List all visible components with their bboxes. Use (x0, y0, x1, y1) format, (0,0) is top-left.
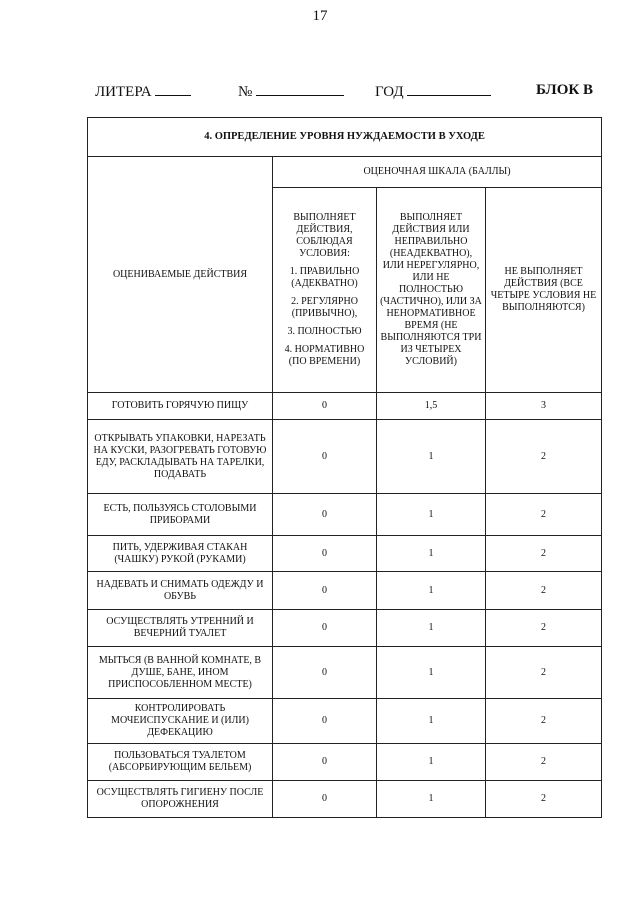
score-cell: 1 (377, 781, 486, 818)
litera-field (95, 82, 191, 101)
table-row (88, 494, 602, 536)
page-number: 17 (312, 8, 328, 24)
action-cell: ОТКРЫВАТЬ УПАКОВКИ, НАРЕЗАТЬ НА КУСКИ, РАЗОГРЕВАТЬ ГОТОВУЮ ЕДУ, РАСКЛАДЫВАТЬ НА ТАРЕЛКИ, ПОДАВАТЬ (88, 420, 273, 494)
score-cell: 1 (377, 610, 486, 647)
score-cell: 0 (273, 536, 377, 572)
col1-condition-2: 2. РЕГУЛЯРНО (ПРИВЫЧНО), (291, 296, 358, 319)
number-label: № (238, 84, 253, 100)
score-cell: 2 (486, 744, 602, 781)
block-label: БЛОК В (536, 82, 594, 98)
action-cell: ГОТОВИТЬ ГОРЯЧУЮ ПИЩУ (88, 393, 273, 420)
score-cell: 3 (486, 393, 602, 420)
litera-label: ЛИТЕРА (95, 84, 152, 100)
number-blank[interactable] (256, 82, 344, 96)
score-cell: 1 (377, 699, 486, 744)
table-row (88, 781, 602, 818)
score-cell: 0 (273, 572, 377, 610)
action-cell: ОСУЩЕСТВЛЯТЬ УТРЕННИЙ И ВЕЧЕРНИЙ ТУАЛЕТ (88, 610, 273, 647)
action-cell: ПОЛЬЗОВАТЬСЯ ТУАЛЕТОМ (АБСОРБИРУЮЩИМ БЕЛЬЕМ) (88, 744, 273, 781)
actions-header: ОЦЕНИВАЕМЫЕ ДЕЙСТВИЯ (88, 157, 273, 393)
table-row (88, 536, 602, 572)
table-row (88, 610, 602, 647)
col3-header: НЕ ВЫПОЛНЯЕТ ДЕЙСТВИЯ (ВСЕ ЧЕТЫРЕ УСЛОВИЯ НЕ ВЫПОЛНЯЮТСЯ) (486, 188, 602, 393)
col1-condition-1: 1. ПРАВИЛЬНО (АДЕКВАТНО) (289, 266, 360, 289)
care-needs-table (87, 117, 602, 818)
action-cell: МЫТЬСЯ (В ВАННОЙ КОМНАТЕ, В ДУШЕ, БАНЕ, ИНОМ ПРИСПОСОБЛЕННОМ МЕСТЕ) (88, 647, 273, 699)
table-title: 4. ОПРЕДЕЛЕНИЕ УРОВНЯ НУЖДАЕМОСТИ В УХОДЕ (88, 118, 602, 157)
score-cell: 1 (377, 744, 486, 781)
score-cell: 0 (273, 393, 377, 420)
score-cell: 0 (273, 744, 377, 781)
year-label: ГОД (375, 84, 404, 100)
col1-condition-3: 3. ПОЛНОСТЬЮ (287, 326, 362, 337)
score-cell: 1,5 (377, 393, 486, 420)
score-cell: 1 (377, 420, 486, 494)
table-row (88, 393, 602, 420)
number-field (238, 82, 344, 101)
col1-header (273, 188, 377, 393)
scale-header: ОЦЕНОЧНАЯ ШКАЛА (БАЛЛЫ) (273, 157, 602, 188)
score-cell: 1 (377, 572, 486, 610)
score-cell: 0 (273, 647, 377, 699)
table-row (88, 699, 602, 744)
score-cell: 2 (486, 781, 602, 818)
action-cell: ОСУЩЕСТВЛЯТЬ ГИГИЕНУ ПОСЛЕ ОПОРОЖНЕНИЯ (88, 781, 273, 818)
score-cell: 2 (486, 536, 602, 572)
score-cell: 2 (486, 610, 602, 647)
form-header (95, 82, 595, 104)
score-cell: 0 (273, 699, 377, 744)
litera-blank[interactable] (155, 82, 191, 96)
score-cell: 1 (377, 494, 486, 536)
score-cell: 0 (273, 781, 377, 818)
action-cell: НАДЕВАТЬ И СНИМАТЬ ОДЕЖДУ И ОБУВЬ (88, 572, 273, 610)
score-cell: 0 (273, 610, 377, 647)
action-cell: ЕСТЬ, ПОЛЬЗУЯСЬ СТОЛОВЫМИ ПРИБОРАМИ (88, 494, 273, 536)
score-cell: 1 (377, 647, 486, 699)
table-row (88, 647, 602, 699)
year-blank[interactable] (407, 82, 491, 96)
action-cell: ПИТЬ, УДЕРЖИВАЯ СТАКАН (ЧАШКУ) РУКОЙ (РУКАМИ) (88, 536, 273, 572)
score-cell: 2 (486, 699, 602, 744)
score-cell: 0 (273, 494, 377, 536)
table-row (88, 744, 602, 781)
score-cell: 2 (486, 572, 602, 610)
table-row (88, 572, 602, 610)
score-cell: 2 (486, 647, 602, 699)
col1-intro: ВЫПОЛНЯЕТ ДЕЙСТВИЯ, СОБЛЮДАЯ УСЛОВИЯ: (293, 212, 356, 259)
year-field (375, 82, 491, 101)
score-cell: 2 (486, 494, 602, 536)
col1-condition-4: 4. НОРМАТИВНО (ПО ВРЕМЕНИ) (284, 344, 365, 367)
score-cell: 1 (377, 536, 486, 572)
score-cell: 2 (486, 420, 602, 494)
col2-header: ВЫПОЛНЯЕТ ДЕЙСТВИЯ ИЛИ НЕПРАВИЛЬНО (НЕАДЕКВАТНО), ИЛИ НЕРЕГУЛЯРНО, ИЛИ НЕ ПОЛНОСТЬЮ (ЧАСТИЧНО), ИЛИ ЗА НЕНОРМАТИВНОЕ ВРЕМЯ (НЕ ВЫПОЛНЯЮТСЯ ТРИ ИЗ ЧЕТЫРЕХ УСЛОВИЙ) (377, 188, 486, 393)
action-cell: КОНТРОЛИРОВАТЬ МОЧЕИСПУСКАНИЕ И (ИЛИ) ДЕФЕКАЦИЮ (88, 699, 273, 744)
table-row (88, 420, 602, 494)
score-cell: 0 (273, 420, 377, 494)
